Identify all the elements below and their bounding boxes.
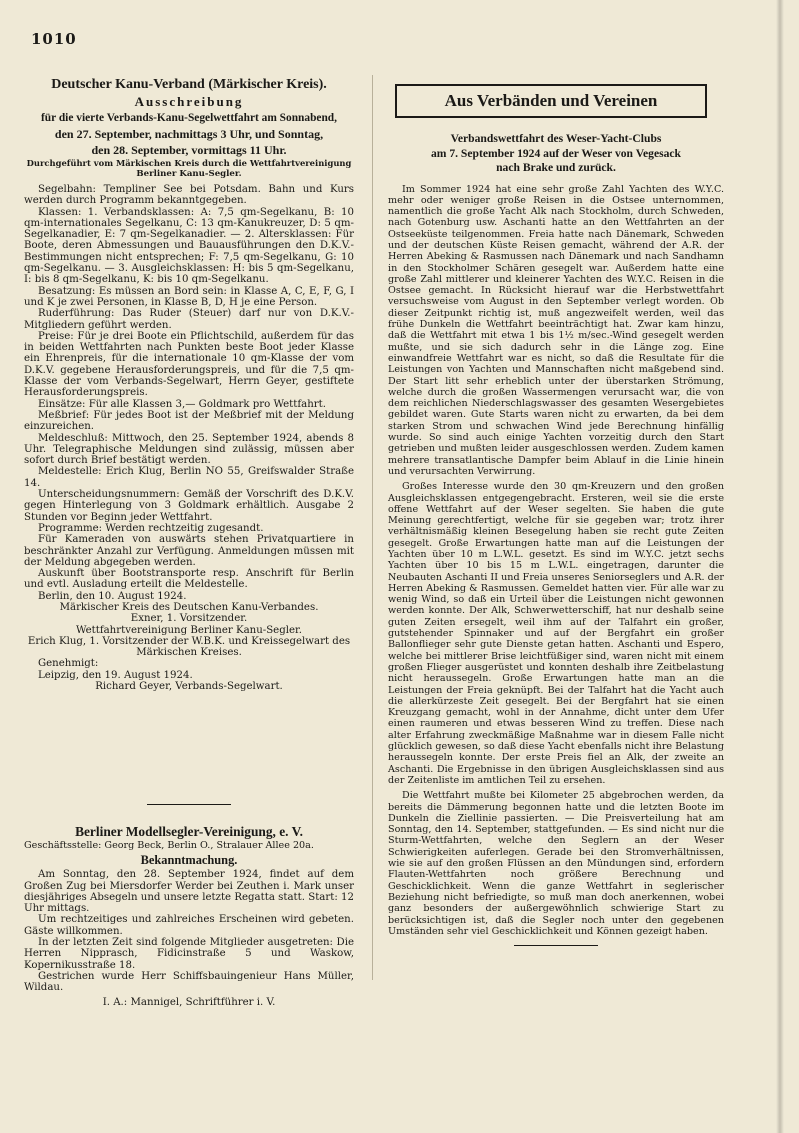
- modell-title: Berliner Modellsegler-Vereinigung, e. V.: [75, 824, 303, 839]
- kanu-body: [24, 184, 354, 692]
- kanu-headline-2: den 27. September, nachmittags 3 Uhr, und Sonntag,: [54, 127, 324, 141]
- modell-paragraph: Am Sonntag, den 28. September 1924, findet auf dem Großen Zug bei Miersdorfer Werder bei Zeuthen i. Mark unser diesjähriges Absegeln und unsere letzte Regatta statt. Start: 12 Uhr mittags.: [24, 869, 354, 915]
- kanu-organizer-2: Berliner Kanu-Segler.: [136, 169, 242, 179]
- article-paragraph: Im Sommer 1924 hat eine sehr große Zahl Yachten des W.Y.C. mehr oder weniger große Reisen in die Ostsee unternommen, namentlich die große Yacht Alk nach Stockholm, durch Schweden, nach Gotenburg usw. Aschanti hatte an den Wettfahrten an der Ostseeküste teilgenommen. Freia hatte nach Dänemark, Schweden und der deutschen Küste Reisen gemacht, während der A.R. der Herren Abeking & Rasmussen nach Dänemark und nach Sandhamn in den Stockholmer Schären gesegelt war. Außerdem hatte eine große Zahl mittlerer und kleinerer Yachten des W.Y.C. Reisen in die Ostsee gemacht. In Rücksicht hierauf war die Herbstwettfahrt versuchsweise vom August in den September verlegt worden. Ob dieser Zeitpunkt richtig ist, muß angezweifelt werden, weil das frühe Dunkeln die Wettfahrt beeinträchtigt hat. Zwar kam hinzu, daß die Wettfahrt mit etwa 1 bis 1½ m/sec.-Wind gesegelt werden mußte, und sie sich dadurch sehr in die Länge zog. Eine einwandfreie Wettfahrt war es nicht, so daß die Resultate für die Leistungen von Yachten und Mannschaften nicht maßgebend sind. Der Start litt sehr erheblich unter der überstarken Strömung, welche durch die großen Wassermengen verursacht war, die von dem reichlichen Niederschlagswasser des gesamten Wesergebietes gebildet waren. Gute Starts waren nicht zu erwarten, da bei dem starken Strom und schwachen Wind jede Berechnung hinfällig wurde. So sind auch einige Yachten vorzeitig durch den Start getrieben und mußten leider ausgeschlossen werden. Zudem kamen mehrere transatlantische Dampfer beim Ablauf in die Linie hinein und verursachten Verwirrung.: [388, 183, 724, 477]
- kanu-paragraph: Unterscheidungsnummern: Gemäß der Vorschrift des D.K.V. gegen Hinterlegung von 3 Goldmark erhältlich. Ausgabe 2 Stunden vor Beginn jeder Wettfahrt.: [24, 489, 354, 523]
- kanu-paragraph: Preise: Für je drei Boote ein Pflichtschild, außerdem für das in beiden Wettfahrten nach Punkten beste Boot jeder Klasse ein Ehrenpreis, für die internationale 10 qm-Klasse der vom D.K.V. gegebene Herausforderungspreis, und für die 7,5 qm-Klasse der vom Verbands-Segelwart, Herrn Geyer, gestiftete Herausforderungspreis.: [24, 330, 354, 399]
- article-paragraph: Die Wettfahrt mußte bei Kilometer 25 abgebrochen werden, da bereits die Dämmerung begonnen hatte und die letzten Boote im Dunkeln die Ziellinie passierten. — Die Preisverteilung hat am Sonntag, den 14. September, stattgefunden. — Es sind nicht nur die Sturm-Wettfahrten, welche den Seglern an der Weser Schwierigkeiten auferlegen. Gerade bei den Stromverhältnissen, wie sie auf den großen Flüssen an den Mündungen sind, erfordern Flauten-Wettfahrten noch größere Berechnung und Geschicklichkeit. Wenn die ganze Wettfahrt in seglerischer Beziehung nicht befriedigte, so muß man doch anerkennen, wobei ganz besonders der außergewöhnlich schwierige Start zu berücksichtigen ist, daß die Segler noch unter den gegebenen Umständen sehr viel Geschicklichkeit und Können gezeigt haben.: [388, 790, 724, 937]
- kanu-paragraph: Programme: Werden rechtzeitig zugesandt.: [38, 522, 264, 534]
- modell-paragraph: Um rechtzeitiges und zahlreiches Erscheinen wird gebeten. Gäste willkommen.: [24, 914, 354, 937]
- kanu-subtitle: Ausschreibung: [134, 94, 244, 109]
- modell-signature: I. A.: Mannigel, Schriftführer i. V.: [102, 996, 276, 1008]
- kanu-signature-3: Wettfahrtvereinigung Berliner Kanu-Segler.: [75, 624, 303, 636]
- kanu-date-line: Berlin, den 10. August 1924.: [38, 590, 187, 602]
- page-number: 1010: [31, 30, 77, 48]
- kanu-approved-label: Genehmigt:: [38, 658, 99, 670]
- article-title-1: Verbandswettfahrt des Weser-Yacht-Clubs: [450, 132, 662, 145]
- kanu-signature-1: Märkischer Kreis des Deutschen Kanu-Verbandes.: [59, 601, 319, 613]
- kanu-paragraph: Meldeschluß: Mittwoch, den 25. September 1924, abends 8 Uhr. Telegraphische Meldungen sind zulässig, müssen aber sofort durch Brief bestätigt werden.: [24, 432, 354, 467]
- kanu-organizer-1: Durchgeführt vom Märkischen Kreis durch die Wettfahrtvereinigung: [26, 158, 352, 168]
- modell-paragraph: Gestrichen wurde Herr Schiffsbauingenieur Hans Müller, Wildau.: [24, 970, 354, 994]
- column-divider: [372, 75, 373, 980]
- kanu-paragraph: Einsätze: Für alle Klassen 3,— Goldmark pro Wettfahrt.: [38, 398, 326, 410]
- page-fold-shadow: [776, 0, 784, 1133]
- kanu-approved-signature: Richard Geyer, Verbands-Segelwart.: [95, 681, 283, 693]
- modell-heading: Bekanntmachung.: [140, 853, 238, 868]
- kanu-paragraph: Ruderführung: Das Ruder (Steuer) darf nur von D.K.V.-Mitgliedern geführt werden.: [24, 308, 354, 331]
- modell-paragraph: In der letzten Zeit sind folgende Mitglieder ausgetreten: Die Herren Nipprasch, Fidicinstraße 5 und Waskow, Kopernikusstraße 18.: [24, 937, 354, 971]
- section-divider: [147, 804, 231, 805]
- section-header-box: Aus Verbänden und Vereinen: [395, 84, 707, 118]
- kanu-announcement: [24, 76, 354, 692]
- kanu-approved-date: Leipzig, den 19. August 1924.: [38, 669, 193, 681]
- kanu-paragraph: Meßbrief: Für jedes Boot ist der Meßbrief mit der Meldung einzureichen.: [24, 409, 354, 433]
- kanu-paragraph: Meldestelle: Erich Klug, Berlin NO 55, Greifswalder Straße 14.: [24, 466, 354, 489]
- article-paragraph: Großes Interesse wurde den 30 qm-Kreuzern und den großen Ausgleichsklassen entgegengebracht. Ersteren, weil sie die erste offene Wettfahrt auf der Weser segelten. Sie haben die gute Meinung gerechtfertigt, welche für sie gegeben war; trotz ihrer verhältnismäßig kleinen Besegelung haben sie recht gute Zeiten gesegelt. Große Erwartungen hatte man auf die Leistungen der Yachten über 10 m L.W.L. gesetzt. Es sind im W.Y.C. jetzt sechs Yachten über 10 bis 15 m L.W.L. eingetragen, darunter die Neubauten Aschanti II und Freia unseres Seniorseglers und A.R. der Herren Abeking & Rasmussen. Gemeldet hatten vier. Für alle war zu wenig Wind, so daß ein Urteil über die Leistungen nicht gewonnen werden konnte. Der Alk, Schwerwetterschiff, hat nur deshalb seine guten Zeiten ersegelt, weil ihm auf der Talfahrt ein großer, gutstehender Spinnaker und auf der Bergfahrt ein großer Ballonflieger sehr gute Dienste getan hatten. Aschanti und Espero, welche bei mittlerer Brise leichtfüßiger sind, waren nicht mit einem großen Flieger ausgerüstet und konnten deshalb ihre Zeitbelastung nicht heraussegeln. Große Erwartungen hatte man an die Leistungen der Freia geknüpft. Bei der Talfahrt hat die Yacht auch die allerkürzeste Zeit gesegelt. Bei der Bergfahrt hat sie einen Kreuzgang gemacht, wohl in der Annahme, dicht unter dem Ufer einen raumeren und etwas besseren Wind zu treffen. Diese nach alter Erfahrung zweckmäßige Maßnahme war in diesem Falle nicht glücklich gewesen, so daß diese Yacht ebenfalls nicht ihre Belastung heraussegeln konnte. Der erste Preis fiel an Alk, der zweite an Aschanti. Die Ergebnisse in den übrigen Ausgleichsklassen sind aus der Zeitenliste im amtlichen Teil zu ersehen.: [388, 481, 724, 786]
- kanu-paragraph: Auskunft über Bootstransporte resp. Anschrift für Berlin und evtl. Ausladung erteilt die Meldestelle.: [24, 568, 354, 591]
- article-title-3: nach Brake und zurück.: [496, 161, 616, 174]
- kanu-headline-1: für die vierte Verbands-Kanu-Segelwettfahrt am Sonnabend,: [41, 112, 337, 124]
- kanu-paragraph: Besatzung: Es müssen an Bord sein: in Klasse A, C, E, F, G, I und K je zwei Personen, in Klasse B, D, H je eine Person.: [24, 285, 354, 308]
- kanu-paragraph: Segelbahn: Templiner See bei Potsdam. Bahn und Kurs werden durch Programm bekanntgegeben.: [24, 184, 354, 207]
- kanu-title: Deutscher Kanu-Verband (Märkischer Kreis).: [51, 77, 327, 92]
- kanu-paragraph: Klassen: 1. Verbandsklassen: A: 7,5 qm-Segelkanu, B: 10 qm-internationales Segelkanu, C: 13 qm-Kanukreuzer, D: 5 qm-Segelkanadier, E: 7 qm-Segelkanadier. — 2. Altersklassen: Für Boote, deren Abmessungen und Bauausführungen den D.K.V.-Bestimmungen nicht entsprechen; F: 7,5 qm-Segelkanu, G: 10 qm-Segelkanu. — 3. Ausgleichsklassen: H: bis 5 qm-Segelkanu, I: bis 8 qm-Segelkanu, K: bis 10 qm-Segelkanu.: [24, 206, 354, 286]
- weser-article: [388, 132, 724, 946]
- kanu-paragraph: Für Kameraden von auswärts stehen Privatquartiere in beschränkter Anzahl zur Verfügung. Anmeldungen müssen mit der Meldung abgegeben werden.: [24, 534, 354, 568]
- modell-office: Geschäftsstelle: Georg Beck, Berlin O., Stralauer Allee 20a.: [24, 840, 314, 851]
- kanu-signature-2: Exner, 1. Vorsitzender.: [130, 613, 248, 625]
- modell-announcement: [24, 824, 354, 1008]
- kanu-headline-3: den 28. September, vormittags 11 Uhr.: [91, 143, 287, 157]
- kanu-signature-4: Erich Klug, 1. Vorsitzender der W.B.K. und Kreissegelwart des Märkischen Kreises.: [27, 635, 351, 659]
- article-end-rule: [514, 945, 598, 946]
- article-title-2: am 7. September 1924 auf der Weser von Vegesack: [430, 146, 681, 160]
